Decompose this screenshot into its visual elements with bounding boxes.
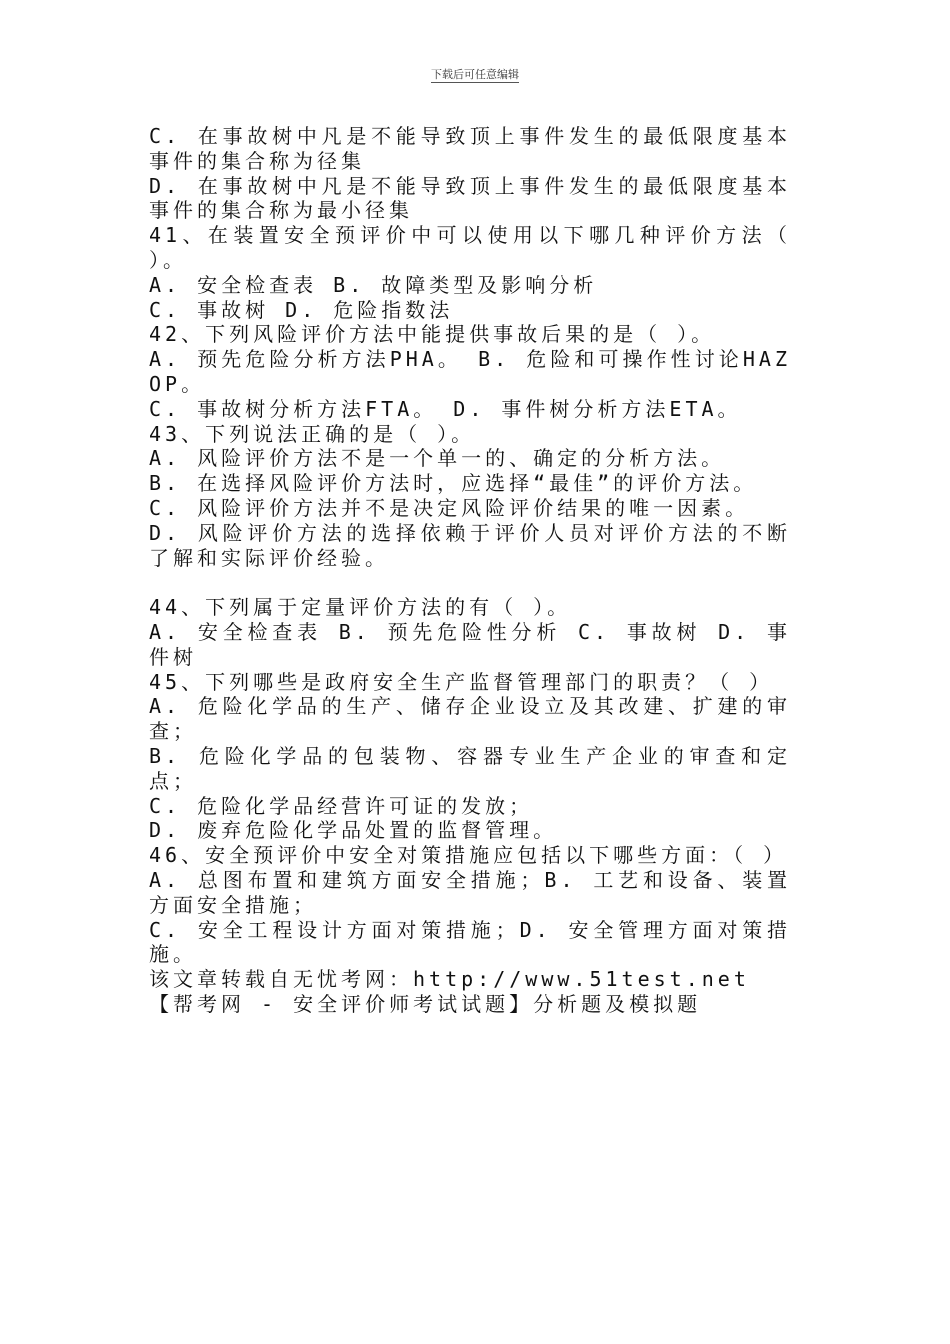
- document-body: [149, 124, 791, 1017]
- source-note: 该文章转载自无忧考网：http://www.51test.net: [149, 967, 750, 992]
- q45-option-d: D. 废弃危险化学品处置的监督管理。: [149, 818, 558, 843]
- header-text: 下载后可任意编辑: [431, 68, 519, 81]
- question-46: 46、安全预评价中安全对策措施应包括以下哪些方面：（ ）: [149, 843, 788, 868]
- question-45: 45、下列哪些是政府安全生产监督管理部门的职责？（ ）: [149, 669, 774, 694]
- source-title: 【帮考网 - 安全评价师考试试题】分析题及模拟题: [149, 991, 702, 1016]
- q44-options: A. 安全检查表 B. 预先危险性分析 C. 事故树 D. 事件树: [149, 619, 791, 669]
- q43-option-a: A. 风险评价方法不是一个单一的、确定的分析方法。: [149, 446, 726, 471]
- question-41: 41、在装置安全预评价中可以使用以下哪几种评价方法（ ）。: [149, 223, 791, 272]
- q43-option-b: B. 在选择风险评价方法时，应选择“最佳”的评价方法。: [149, 471, 758, 496]
- q43-option-c: C. 风险评价方法并不是决定风险评价结果的唯一因素。: [149, 495, 750, 520]
- q41-options-cd: C. 事故树 D. 危险指数法: [149, 297, 454, 322]
- option-c-text: C. 在事故树中凡是不能导致顶上事件发生的最低限度基本事件的集合称为径集: [149, 124, 791, 173]
- q43-option-d: D. 风险评价方法的选择依赖于评价人员对评价方法的不断了解和实际评价经验。: [149, 520, 791, 570]
- q42-options-cd: C. 事故树分析方法FTA。 D. 事件树分析方法ETA。: [149, 396, 742, 421]
- paragraph-gap: [149, 570, 791, 595]
- page-header: [0, 66, 950, 82]
- q45-option-a: A. 危险化学品的生产、储存企业设立及其改建、扩建的审查；: [149, 694, 791, 744]
- question-44: 44、下列属于定量评价方法的有（ ）。: [149, 595, 572, 620]
- q45-option-c: C. 危险化学品经营许可证的发放；: [149, 793, 534, 818]
- question-42: 42、下列风险评价方法中能提供事故后果的是（ ）。: [149, 322, 716, 347]
- q46-options-ab: A. 总图布置和建筑方面安全措施；B. 工艺和设备、装置方面安全措施；: [149, 867, 791, 917]
- q46-options-cd: C. 安全工程设计方面对策措施；D. 安全管理方面对策措施。: [149, 917, 791, 967]
- option-d-text: D. 在事故树中凡是不能导致顶上事件发生的最低限度基本事件的集合称为最小径集: [149, 173, 791, 223]
- q45-option-b: B. 危险化学品的包装物、容器专业生产企业的审查和定点；: [149, 743, 791, 793]
- q42-options-ab: A. 预先危险分析方法PHA。 B. 危险和可操作性讨论HAZOP。: [149, 347, 791, 396]
- question-43: 43、下列说法正确的是（ ）。: [149, 421, 476, 446]
- q41-options-ab: A. 安全检查表 B. 故障类型及影响分析: [149, 272, 598, 297]
